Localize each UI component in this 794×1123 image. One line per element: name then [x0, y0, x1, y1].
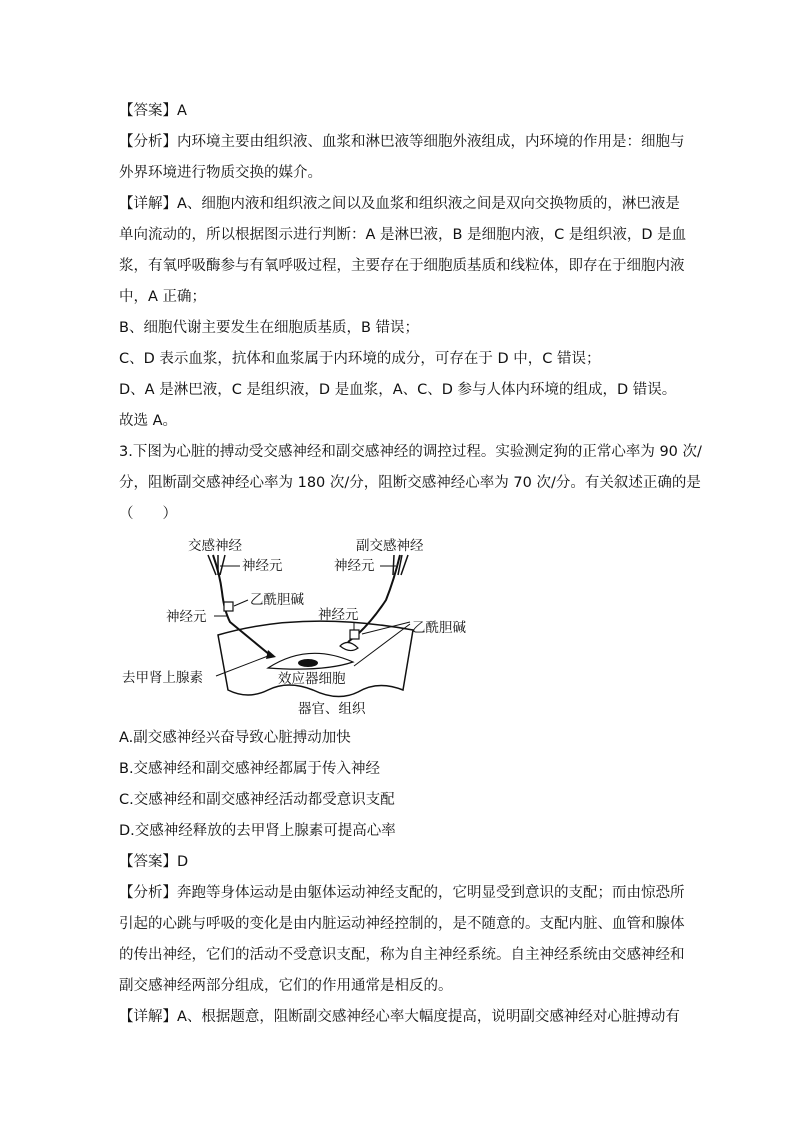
nerve-heart-diagram [118, 530, 478, 725]
analysis2-line-3: 的传出神经，它们的活动不受意识支配，称为自主神经系统。自主神经系统由交感神经和 [119, 947, 685, 963]
option-b: B.交感神经和副交感神经都属于传入神经 [119, 761, 381, 777]
question-blank: （ ） [119, 506, 177, 522]
label-neuron-right-mid: 神经元 [318, 607, 359, 623]
label-sympathetic: 交感神经 [188, 538, 242, 554]
detail-line-6: C、D 表示血浆，抗体和血浆属于内环境的成分，可存在于 D 中，C 错误； [119, 351, 601, 367]
analysis2-line-1: 【分析】奔跑等身体运动是由躯体运动神经支配的，它明显受到意识的支配；而由惊恐所 [119, 885, 685, 901]
option-d: D.交感神经释放的去甲肾上腺素可提高心率 [119, 823, 396, 839]
label-organ-tissue: 器官、组织 [298, 701, 366, 717]
question-line-2: 分，阻断副交感神经心率为 180 次/分，阻断交感神经心率为 70 次/分。有关叙述正确的是 [119, 475, 701, 491]
leader-ach-left [234, 600, 248, 606]
label-neuron-left-top: 神经元 [242, 558, 283, 574]
label-neuron-right-top: 神经元 [334, 558, 375, 574]
label-neuron-left-mid: 神经元 [166, 609, 207, 625]
detail-line-7: D、A 是淋巴液，C 是组织液，D 是血浆，A、C、D 参与人体内环境的组成，D 错误。 [119, 382, 677, 398]
effector-nucleus [298, 659, 318, 667]
analysis2-line-4: 副交感神经两部分组成，它们的作用通常是相反的。 [119, 978, 453, 994]
parasympathetic-synapse [350, 630, 359, 639]
detail-line-5: B、细胞代谢主要发生在细胞质基质，B 错误； [119, 320, 420, 336]
analysis-line-2: 外界环境进行物质交换的媒介。 [119, 165, 322, 181]
sympathetic-synapse [224, 602, 233, 611]
detail-line-1: 【详解】A、细胞内液和组织液之间以及血浆和组织液之间是双向交换物质的，淋巴液是 [119, 196, 680, 212]
question-line-1: 3.下图为心脏的搏动受交感神经和副交感神经的调控过程。实验测定狗的正常心率为 90 次/ [119, 444, 702, 460]
option-a: A.副交感神经兴奋导致心脏搏动加快 [119, 730, 351, 746]
analysis2-line-2: 引起的心跳与呼吸的变化是由内脏运动神经控制的，是不随意的。支配内脏、血管和腺体 [119, 916, 685, 932]
detail-line-2: 单向流动的，所以根据图示进行判断：A 是淋巴液，B 是细胞内液，C 是组织液，D 是血 [119, 227, 687, 243]
answer-line-2: 【答案】D [119, 854, 189, 870]
detail-line-3: 浆，有氧呼吸酶参与有氧呼吸过程，主要存在于细胞质基质和线粒体，即存在于细胞内液 [119, 258, 685, 274]
detail2-line-1: 【详解】A、根据题意，阻断副交感神经心率大幅度提高，说明副交感神经对心脏搏动有 [119, 1009, 680, 1025]
option-c: C.交感神经和副交感神经活动都受意识支配 [119, 792, 395, 808]
label-ach-left: 乙酰胆碱 [250, 592, 304, 608]
label-parasympathetic: 副交感神经 [356, 538, 424, 554]
choice-line: 故选 A。 [119, 413, 178, 429]
answer-line-1: 【答案】A [119, 103, 187, 119]
label-ach-right: 乙酰胆碱 [412, 620, 466, 636]
label-norepinephrine: 去甲肾上腺素 [122, 670, 203, 686]
label-effector-cell: 效应器细胞 [278, 671, 346, 687]
analysis-line-1: 【分析】内环境主要由组织液、血浆和淋巴液等细胞外液组成，内环境的作用是：细胞与 [119, 134, 685, 150]
detail-line-4: 中，A 正确； [119, 289, 207, 305]
